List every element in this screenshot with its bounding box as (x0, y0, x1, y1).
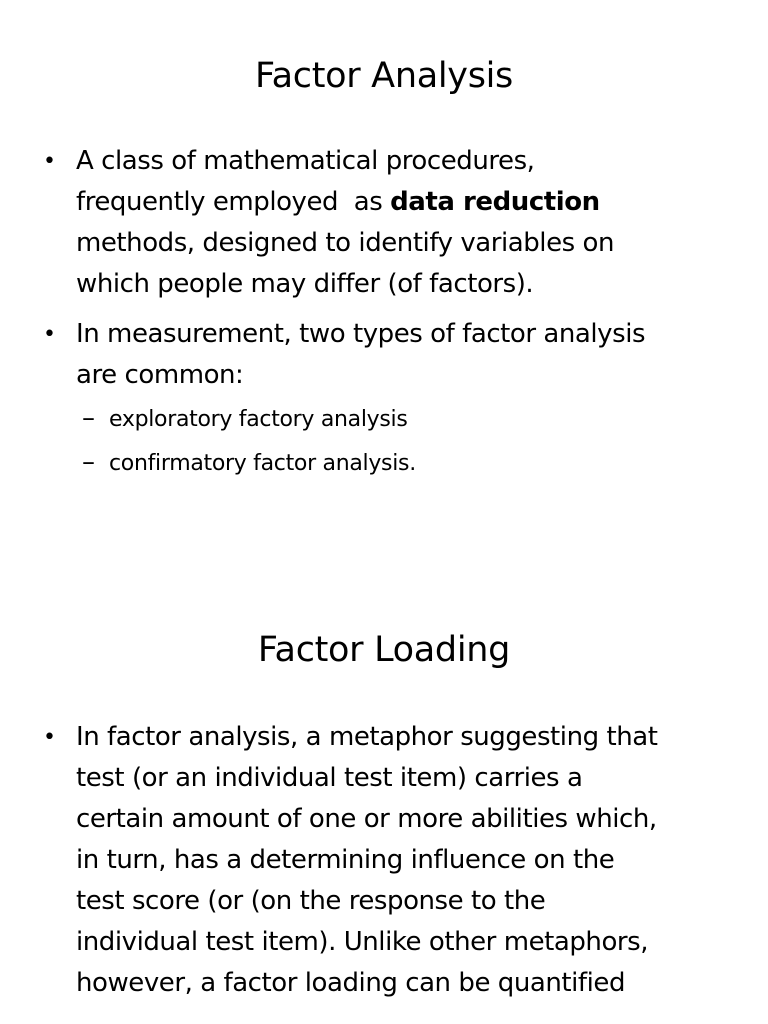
bullet-icon: • (43, 149, 56, 174)
bullet-item (43, 314, 736, 396)
bullet-line: in turn, has a determining influence on the (76, 845, 615, 875)
bullet-icon: • (43, 725, 56, 750)
bullet-line: individual test item). Unlike other metaphors, (76, 927, 649, 957)
bullet-line: In measurement, two types of factor analysis (76, 319, 646, 349)
slide-factor-loading (0, 598, 768, 1024)
sub-bullet-label: exploratory factory analysis (109, 407, 408, 432)
bullet-line: test score (or (on the response to the (76, 886, 546, 916)
bullet-line: In factor analysis, a metaphor suggesting that (76, 722, 658, 752)
sub-bullet-item (82, 403, 729, 435)
slide-title: Factor Analysis (255, 56, 513, 96)
bullet-line: methods, designed to identify variables on (76, 228, 615, 258)
bullet-item (43, 717, 736, 1004)
bullet-line: frequently employed as data reduction (76, 187, 600, 217)
bullet-line: A class of mathematical procedures, (76, 146, 535, 176)
bullet-line: are common: (76, 360, 244, 390)
sub-bullet-label: confirmatory factor analysis. (109, 451, 416, 476)
emphasis-text: data reduction (390, 187, 600, 217)
bullet-line: however, a factor loading can be quantified (76, 968, 625, 998)
dash-icon: – (82, 403, 95, 433)
bullet-icon: • (43, 322, 56, 347)
bullet-item (43, 141, 736, 305)
bullet-line: which people may differ (of factors). (76, 269, 534, 299)
dash-icon: – (82, 447, 95, 477)
bullet-line: certain amount of one or more abilities which, (76, 804, 657, 834)
bullet-line: test (or an individual test item) carries a (76, 763, 583, 793)
sub-bullet-item (82, 447, 729, 479)
slide-title: Factor Loading (257, 630, 511, 670)
